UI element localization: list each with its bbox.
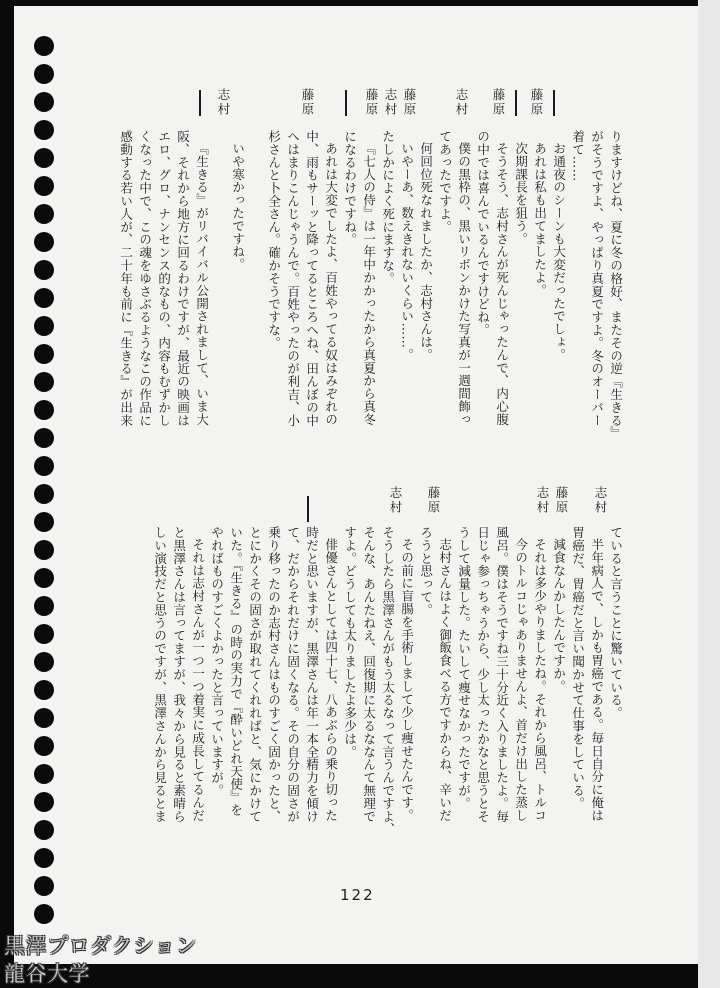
binder-hole — [34, 400, 54, 420]
text-column: そんな、あんたねえ、回復期に太るななんて無理で — [361, 526, 377, 823]
speaker-label: 志村 — [383, 88, 398, 117]
speaker-label: 志村 — [216, 88, 231, 117]
binder-hole — [34, 316, 54, 336]
text-column: とにかくその固さが取れてくれればと、気にかけて — [247, 526, 263, 823]
text-column: 阪、それから地方に回るわけですが、最近の映画は — [175, 130, 191, 427]
text-column: いや寒かったですね。 — [230, 142, 246, 271]
speaker-label: 藤原 — [529, 88, 544, 117]
binder-hole — [34, 176, 54, 196]
watermark-line-2: 龍谷大学 — [4, 962, 90, 986]
binder-hole — [34, 624, 54, 644]
binder-hole — [34, 568, 54, 588]
text-column: そうしたら黒澤さんがもう太るなって言うんですよ、 — [380, 526, 396, 836]
binder-hole — [34, 36, 54, 56]
text-column: たしかによく死にますな。 — [380, 130, 396, 285]
binder-hole — [34, 148, 54, 168]
dialogue-dash — [553, 90, 555, 116]
binder-hole — [34, 92, 54, 112]
page-number: 122 — [340, 886, 375, 904]
binder-hole — [34, 288, 54, 308]
text-column: 乗り移ったのか志村さんはものすごく固かったと、 — [266, 526, 282, 823]
speaker-label: 藤原 — [300, 88, 315, 117]
text-column: 杉さんと卜全さん。確かそうですな。 — [266, 130, 282, 350]
speaker-label: 志村 — [593, 486, 608, 515]
text-column: 今のトルコじゃありませんよ、首だけ出した蒸し — [513, 538, 529, 822]
dialogue-dash — [515, 90, 517, 116]
text-column: 『生きる』がリバイバル公開されまして、いま大 — [194, 142, 210, 426]
binder-hole — [34, 260, 54, 280]
binder-hole — [34, 596, 54, 616]
text-column: それは多少やりましたね。それから風呂、トルコ — [532, 538, 548, 822]
binder-hole — [34, 736, 54, 756]
text-column: 次期課長を狙う。 — [513, 142, 529, 246]
binder-hole — [34, 764, 54, 784]
binder-hole — [34, 344, 54, 364]
text-column: 感動する若い人が、二十年も前に『生きる』が出来 — [118, 130, 134, 427]
binder-hole — [34, 792, 54, 812]
text-column: うして減量した。たいして痩せなかったですが。 — [456, 526, 472, 810]
text-column: 志村さんはよく御飯食べる方ですからね、辛いだ — [437, 538, 453, 822]
text-column: その前に盲腸を手術しまして少し痩せたんです。 — [399, 538, 415, 822]
text-column: 減食なんかしたんですか。 — [551, 538, 567, 693]
text-column: 胃癌だ、胃癌だと言い聞かせて仕事をしている。 — [570, 526, 586, 810]
text-column: 日じゃ参っちゃうから、少し太ったかなと思うとそ — [475, 526, 491, 823]
text-column: くなった中で、この魂をゆさぶるようなこの作品に — [137, 130, 153, 427]
speaker-label: 志村 — [388, 486, 403, 515]
text-column: 着て…… — [570, 130, 586, 182]
text-column: いやーあ、数えきれないくらい……。 — [399, 142, 415, 362]
text-column: 時だと思いますが、黒澤さんは年一本全精力を傾け — [304, 526, 320, 823]
text-column: て、だからそれだけに固くなる。その自分の固さが — [285, 526, 301, 823]
speaker-label: 藤原 — [554, 486, 569, 515]
text-column: 俳優さんとしては四十七、八あぶらの乗り切った — [323, 538, 339, 822]
text-column: 中、雨もサーッと降ってるところへね、田んぼの中 — [304, 130, 320, 427]
text-column: エロ、グロ、ナンセンス的なもの、内容もむずかし — [156, 130, 172, 427]
binder-hole — [34, 820, 54, 840]
binder-holes — [0, 0, 60, 988]
binder-hole — [34, 652, 54, 672]
dialogue-dash — [345, 90, 347, 116]
text-column: それは志村さんが一つ一つ着実に成長してるんだ — [190, 538, 206, 822]
binder-hole — [34, 120, 54, 140]
binder-hole — [34, 904, 54, 924]
binder-hole — [34, 876, 54, 896]
dialogue-dash — [199, 90, 201, 116]
binder-hole — [34, 708, 54, 728]
text-column: へはまりこんじゃうんで。百姓やったのが利吉、小 — [285, 130, 301, 427]
text-column: ろうと思って。 — [418, 526, 434, 617]
binder-hole — [34, 456, 54, 476]
text-column: 『七人の侍』は一年中かかったから真夏から真冬 — [361, 142, 377, 426]
binder-hole — [34, 428, 54, 448]
text-column: てあったですよ。 — [437, 130, 453, 234]
text-column: すよ。どうしても太りましたよ多少は。 — [342, 526, 358, 759]
text-column: あれは大変でしたよ、百姓やってる奴はみぞれの — [323, 142, 339, 426]
text-column: になるわけですね。 — [342, 130, 358, 247]
text-column: 僕の黒枠の、黒いリボンかけた写真が一週間飾っ — [456, 142, 472, 426]
text-column: りますけどね、夏に冬の格好、またその逆『生きる』 — [608, 130, 624, 440]
speaker-label: 藤原 — [426, 486, 441, 515]
text-column: お通夜のシーンも大変だったでしょ。 — [551, 142, 567, 362]
text-column: 何回位死なれましたか、志村さんは。 — [418, 142, 434, 362]
binder-hole — [34, 680, 54, 700]
text-column: の中では喜んでいるんですけどね。 — [475, 130, 491, 337]
text-column: ていると言うことに驚いている。 — [608, 526, 624, 720]
binder-hole — [34, 232, 54, 252]
text-column: しい演技だと思うのですが、黒澤さんから見るとま — [152, 526, 168, 823]
page-edge — [698, 0, 720, 988]
binder-hole — [34, 372, 54, 392]
binder-hole — [34, 540, 54, 560]
text-column: 半年病人で、しかも胃癌である。毎日自分に俺は — [589, 538, 605, 822]
speaker-label: 藤原 — [402, 88, 417, 117]
binder-hole — [34, 204, 54, 224]
binder-hole — [34, 64, 54, 84]
text-column: いた。『生きる』の時の実力で『酔いどれ天使』を — [228, 526, 244, 817]
binder-hole — [34, 512, 54, 532]
speaker-label: 志村 — [454, 88, 469, 117]
text-column: そうそう、志村さんが死んじゃったんで、内心腹 — [494, 142, 510, 426]
speaker-label: 藤原 — [364, 88, 379, 117]
text-column: 風呂。僕はそうですね三十分近く入りましたよ。毎 — [494, 526, 510, 823]
dialogue-dash — [307, 496, 309, 522]
binder-hole — [34, 484, 54, 504]
speaker-label: 志村 — [535, 486, 550, 515]
text-column: あれは私も出てましたよ。 — [532, 142, 548, 297]
watermark-line-1: 黒澤プロダクション — [4, 934, 198, 958]
text-column: と黒澤さんは言ってますが、我々から見ると素晴ら — [171, 526, 187, 823]
binder-hole — [34, 848, 54, 868]
speaker-label: 藤原 — [491, 88, 506, 117]
text-column: がそうですよ、やっぱり真夏ですよ。冬のオーバー — [589, 130, 605, 427]
text-column: やればものすごくよかったと言っていますが。 — [209, 526, 225, 797]
